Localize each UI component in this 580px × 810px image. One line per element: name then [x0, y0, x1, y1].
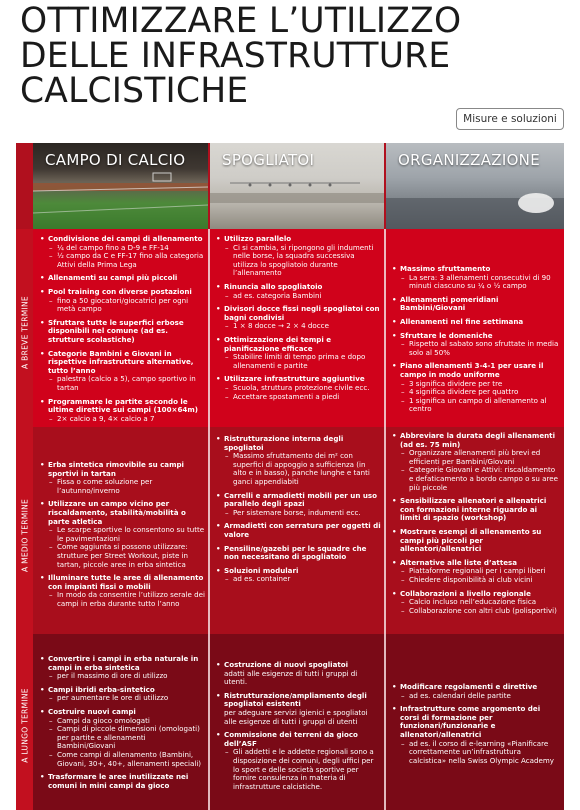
breve-organizzazione [391, 265, 559, 414]
lungo-organizzazione [391, 683, 559, 765]
term-label-medio: A MEDIO TERMINE [20, 498, 29, 573]
page-title [20, 1, 560, 111]
sub-bullet: – ½ campo da C e FF-17 fino alla categoria Attivi della Prima Lega [39, 252, 205, 269]
sub-bullet: – Stabilire limiti di tempo prima e dopo allenamenti e partite [215, 353, 381, 370]
sub-bullet: – Campi di piccole dimensioni (omologati) per partite e allenamenti Bambini/Giovani [39, 725, 205, 751]
breve-spogliatoi [215, 235, 381, 401]
bullet-heading: • Ristrutturazione/ampliamento degli spogliatoi esistenti [215, 692, 381, 709]
term-label-lungo: A LUNGO TERMINE [20, 688, 29, 763]
poster-table [16, 143, 564, 810]
bullet-text: per adeguare servizi igienici e spogliatoi alle esigenze di tutti i gruppi di utenti [224, 707, 368, 726]
title-line-1: OTTIMIZZARE L’UTILIZZO [20, 1, 462, 41]
bullet-heading: • Allenamenti nel fine settimana [391, 318, 559, 327]
bullet-heading: • Ristrutturazione interna degli spogliatoi [215, 435, 381, 452]
bullet-heading: • Erba sintetica rimovibile su campi sportivi in tartan [39, 461, 205, 478]
sub-bullet: – ad es. container [215, 575, 381, 584]
bullet-heading: • Divisori docce fissi negli spogliatoi con bagni condivisi [215, 305, 381, 322]
header-organizzazione [386, 143, 564, 229]
bullet-heading: • Pensiline/gazebi per le squadre che non necessitano di spogliatoio [215, 545, 381, 562]
header-campo [33, 143, 208, 229]
bullet-heading: • Modificare regolamenti e direttive [391, 683, 559, 692]
sub-bullet: – Ci si cambia, si ripongono gli indumenti nelle borse, la squadra successiva utilizza lo spogliatoio durante l’allenamento [215, 244, 381, 278]
column-divider [384, 229, 386, 810]
sub-bullet: – Chiedere disponibilità ai club vicini [391, 576, 559, 585]
column-divider [208, 229, 210, 810]
sub-bullet: – Accettare spostamenti a piedi [215, 393, 381, 402]
bullet-heading: • Costruzione di nuovi spogliatoi [215, 661, 381, 670]
sub-bullet: – 2× calcio a 9, 4× calcio a 7 [39, 415, 205, 424]
bullet-heading: • Carrelli e armadietti mobili per un uso parallelo degli spazi [215, 492, 381, 509]
sub-bullet: – Massimo sfruttamento dei m² con superfici di appoggio a sufficienza (in alto e in basso), panche lunghe e tanti ganci appendiabiti [215, 452, 381, 486]
bullet-heading: • Soluzioni modulari [215, 567, 381, 576]
header-organizzazione-label: ORGANIZZAZIONE [398, 151, 540, 169]
bullet-heading: • Abbreviare la durata degli allenamenti (ad es. 75 min) [391, 432, 559, 449]
bullet-heading: • Costruire nuovi campi [39, 708, 205, 717]
title-line-3: CALCISTICHE [20, 71, 249, 111]
sub-bullet: – Come campi di allenamento (Bambini, Giovani, 30+, 40+, allenamenti speciali) [39, 751, 205, 768]
bullet-heading: • Rinuncia allo spogliatoio [215, 283, 381, 292]
sub-bullet: – 4 significa dividere per quattro [391, 388, 559, 397]
sub-bullet: – Le scarpe sportive lo consentono su tutte le pavimentazioni [39, 526, 205, 543]
bullet-heading: • Utilizzo parallelo [215, 235, 381, 244]
bullet-heading: • Massimo sfruttamento [391, 265, 559, 274]
sub-bullet: – Rispetto al sabato sono sfruttate in media solo al 50% [391, 340, 559, 357]
bullet-heading: • Sfruttare le domeniche [391, 332, 559, 341]
sub-bullet: – Come aggiunta si possono utilizzare: strutture per Street Workout, piste in tartan, piccole aree in erba sintetica [39, 543, 205, 569]
bullet-heading: • Programmare le partite secondo le ultime direttive sui campi (100×64m) [39, 398, 205, 415]
sub-bullet: – Scuola, struttura protezione civile ecc. [215, 384, 381, 393]
sub-bullet: – ¼ del campo fino a D-9 e FF-14 [39, 244, 205, 253]
bullet-heading: • Pool training con diverse postazioni [39, 288, 205, 297]
bullet-text: adatti alle esigenze di tutti i gruppi di utenti. [224, 668, 358, 687]
sub-bullet: – La sera: 3 allenamenti consecutivi di 90 minuti ciascuno su ¼ o ½ campo [391, 274, 559, 291]
bullet-heading: • Armadietti con serratura per oggetti di valore [215, 522, 381, 539]
bullet-heading: • Utilizzare un campo vicino per riscaldamento, stabilità/mobilità o parte atletica [39, 500, 205, 526]
sub-bullet: – 3 significa dividere per tre [391, 380, 559, 389]
bullet-heading: • Allenamenti su campi più piccoli [39, 274, 205, 283]
medio-organizzazione [391, 432, 559, 615]
sub-bullet: – palestra (calcio a 5), campo sportivo in tartan [39, 375, 205, 392]
header-spogliatoi [210, 143, 384, 229]
bullet-heading: • Collaborazioni a livello regionale [391, 590, 559, 599]
sub-bullet: – fino a 50 giocatori/giocatrici per ogni metà campo [39, 297, 205, 314]
sub-bullet: – Piattaforme regionali per i campi liberi [391, 567, 559, 576]
bullet-heading: • Campi ibridi erba-sintetico [39, 686, 205, 695]
sub-bullet: – ad es. il corso di e-learning «Pianificare correttamente un’infrastruttura calcistica» nella Swiss Olympic Academy [391, 740, 559, 766]
bullet-heading: • Sensibilizzare allenatori e allenatrici con formazioni interne riguardo ai limiti di spazio (workshop) [391, 497, 559, 523]
medio-spogliatoi [215, 435, 381, 584]
bullet-heading: • Condivisione dei campi di allenamento [39, 235, 205, 244]
sub-bullet: – Gli addetti e le addette regionali sono a disposizione dei comuni, degli uffici per lo sport e delle società sportive per fornire consulenza in materia di infrastrutture calcistiche. [215, 748, 381, 791]
bullet-heading: • Trasformare le aree inutilizzate nei comuni in mini campi da gioco [39, 773, 205, 790]
sub-bullet: – Organizzare allenamenti più brevi ed efficienti per Bambini/Giovani [391, 449, 559, 466]
sub-bullet: – per aumentare le ore di utilizzo [39, 694, 205, 703]
bullet-heading: • Infrastrutture come argomento dei corsi di formazione per funzionari/funzionarie e allenatori/allenatrici [391, 705, 559, 739]
bullet-heading: • Allenamenti pomeridiani Bambini/Giovani [391, 296, 559, 313]
sub-bullet: – ad es. calendari delle partite [391, 692, 559, 701]
bullet-heading: • Illuminare tutte le aree di allenamento con impianti fissi o mobili [39, 574, 205, 591]
sub-bullet: – 1 significa un campo di allenamento al centro [391, 397, 559, 414]
medio-campo [39, 461, 205, 609]
sub-bullet: – Categorie Giovani e Attivi: riscaldamento e defaticamento a bordo campo o su aree più piccole [391, 466, 559, 492]
sub-bullet: – ad es. categoria Bambini [215, 292, 381, 301]
bullet-heading: • Piano allenamenti 3-4-1 per usare il campo in modo uniforme [391, 362, 559, 379]
sub-bullet: – In modo da consentire l’utilizzo serale dei campi in erba durante tutto l’anno [39, 591, 205, 608]
breve-campo [39, 235, 205, 423]
sub-bullet: – Collaborazione con altri club (polisportivi) [391, 607, 559, 616]
bullet-heading: • Mostrare esempi di allenamento su campi più piccoli per allenatori/allenatrici [391, 528, 559, 554]
title-line-2: DELLE INFRASTRUTTURE [20, 36, 451, 76]
bullet-heading: • Convertire i campi in erba naturale in campi in erba sintetica [39, 655, 205, 672]
sub-bullet: – per il massimo di ore di utilizzo [39, 672, 205, 681]
sub-bullet: – Calcio incluso nell’educazione fisica [391, 598, 559, 607]
lungo-campo [39, 655, 205, 790]
sub-bullet: – Per sistemare borse, indumenti ecc. [215, 509, 381, 518]
bullet-heading: • Ottimizzazione dei tempi e pianificazione efficace [215, 336, 381, 353]
header-campo-label: CAMPO DI CALCIO [45, 151, 186, 169]
term-sidebar [16, 229, 33, 810]
bullet-heading: • Alternative alle liste d’attesa [391, 559, 559, 568]
bullet-heading: • Utilizzare infrastrutture aggiuntive [215, 375, 381, 384]
header-spogliatoi-label: SPOGLIATOI [222, 151, 315, 169]
bullet-heading: • Commissione dei terreni da gioco dell’ASF [215, 731, 381, 748]
bullet-heading: • Categorie Bambini e Giovani in rispettive infrastrutture alternative, tutto l’anno [39, 350, 205, 376]
bullet-heading: • Sfruttare tutte le superfici erbose disponibili nel comune (ad es. strutture scolastiche) [39, 319, 205, 345]
sub-bullet: – 1 × 8 docce → 2 × 4 docce [215, 322, 381, 331]
measures-tag: Misure e soluzioni [456, 108, 564, 130]
sub-bullet: – Campi da gioco omologati [39, 717, 205, 726]
sub-bullet: – Fissa o come soluzione per l’autunno/inverno [39, 478, 205, 495]
term-label-breve: A BREVE TERMINE [20, 296, 29, 369]
lungo-spogliatoi [215, 661, 381, 791]
